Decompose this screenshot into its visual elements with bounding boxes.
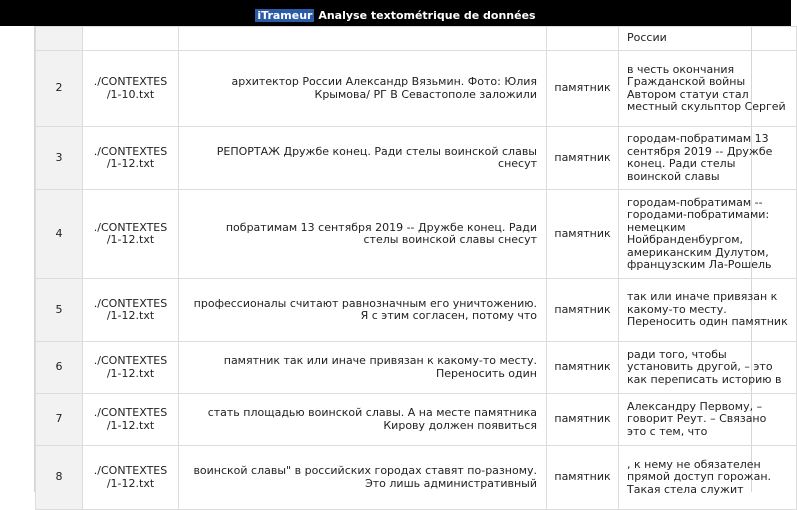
table-row [36,394,797,446]
right-context: городам-побратимам 13 сентября 2019 -- Дружбе конец. Ради стелы воинской славы [619,127,797,190]
file-path-line1: ./CONTEXTES [93,220,168,234]
right-context: , к нему не обязателен прямой доступ горожан. Такая стела служит [619,446,797,510]
file-path-line2: /1-12.txt [106,233,155,246]
file-path-line2: /1-12.txt [106,418,155,432]
file-cell [83,127,179,190]
table-row [36,190,797,279]
file-path-line1: ./CONTEXTES [93,144,168,158]
file-cell [83,342,179,394]
app-title [0,9,791,22]
row-number: 7 [36,394,83,446]
left-context: побратимам 13 сентября 2019 -- Дружбе конец. Ради стелы воинской славы снесут [179,190,547,279]
pivot-word: памятник [547,190,619,279]
file-path-line2: /1-12.txt [106,309,155,322]
table-row [36,342,797,394]
file-cell [83,27,179,51]
right-context: России [619,27,797,51]
row-number: 3 [36,127,83,190]
table-row [36,279,797,342]
left-context: РЕПОРТАЖ Дружбе конец. Ради стелы воинской славы снесут [179,127,547,190]
left-context [179,27,547,51]
file-path-line1: ./CONTEXTES [93,296,168,310]
left-context: воинской славы" в российских городах ставят по-разному. Это лишь административный [179,446,547,510]
right-context: так или иначе привязан к какому-то месту. Переносить один памятник [619,279,797,342]
file-cell [83,51,179,127]
pivot-word [547,27,619,51]
concordance-table-container[interactable] [34,26,788,496]
right-context: Александру Первому, – говорит Реут. – Связано это с тем, что [619,394,797,446]
pivot-word: памятник [547,394,619,446]
file-cell [83,279,179,342]
right-context: ради того, чтобы установить другой, – это как переписать историю в [619,342,797,394]
left-context: стать площадью воинской славы. А на месте памятника Кирову должен появиться [179,394,547,446]
table-row [36,446,797,510]
right-context: городам-побратимам -- городами-побратимами: немецким Нойбранденбургом, американским Дулутом, французским Ла-Рошель [619,190,797,279]
table-row [36,51,797,127]
row-number: 5 [36,279,83,342]
file-cell [83,394,179,446]
file-path-line1: ./CONTEXTES [93,75,168,88]
concordance-table [35,26,797,510]
row-number: 2 [36,51,83,127]
title-bar [0,0,791,26]
pivot-word: памятник [547,127,619,190]
row-number: 6 [36,342,83,394]
file-path-line2: /1-12.txt [106,476,155,490]
left-context: памятник так или иначе привязан к какому-то месту. Переносить один [179,342,547,394]
brand-logo[interactable]: iTrameur [257,9,313,22]
file-path-line1: ./CONTEXTES [93,406,168,419]
file-cell [83,446,179,510]
pivot-word: памятник [547,279,619,342]
pivot-word: памятник [547,51,619,127]
pivot-word: памятник [547,342,619,394]
row-number: 8 [36,446,83,510]
left-context: профессионалы считают равнозначным его уничтожению. Я с этим согласен, потому что [179,279,547,342]
file-path-line1: ./CONTEXTES [93,354,168,367]
row-number: 4 [36,190,83,279]
pivot-word: памятник [547,446,619,510]
table-row [36,27,797,51]
file-path-line2: /1-10.txt [106,87,155,101]
file-cell [83,190,179,279]
table-row [36,127,797,190]
file-path-line2: /1-12.txt [106,366,155,380]
right-context: в честь окончания Гражданской войны Автором статуи стал местный скульптор Сергей [619,51,797,127]
file-path-line1: ./CONTEXTES [93,464,168,477]
row-number [36,27,83,51]
file-path-line2: /1-12.txt [106,157,155,170]
app-subtitle: Analyse textométrique de données [318,9,536,22]
left-context: архитектор России Александр Вязьмин. Фото: Юлия Крымова/ РГ В Севастополе заложили [179,51,547,127]
